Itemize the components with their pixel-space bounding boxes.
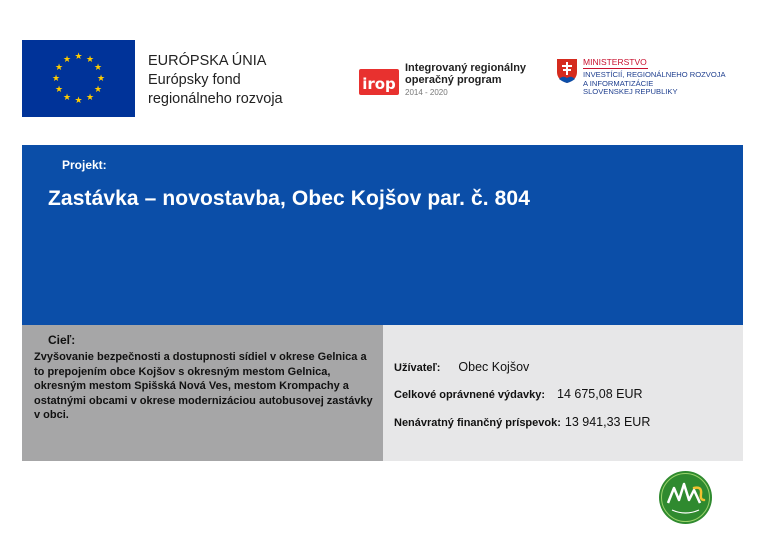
eu-line-1: EURÓPSKA ÚNIA	[148, 53, 267, 69]
irop-years: 2014 - 2020	[405, 88, 448, 97]
grant-value: 13 941,33 EUR	[564, 415, 651, 429]
project-title: Zastávka – novostavba, Obec Kojšov par. č. 804	[48, 187, 530, 210]
svg-text:★: ★	[74, 96, 83, 106]
ministry-line-3: SLOVENSKEJ REPUBLIKY	[583, 87, 678, 97]
svg-text:★: ★	[62, 93, 72, 103]
project-label: Projekt:	[62, 158, 107, 172]
svg-text:irop: irop	[362, 75, 396, 93]
svg-text:★: ★	[85, 93, 95, 103]
info-panel	[383, 325, 743, 461]
project-panel	[22, 145, 743, 325]
mas-logo-icon	[658, 470, 713, 525]
svg-text:★: ★	[62, 55, 72, 65]
eu-flag-icon	[22, 40, 135, 117]
expenses-row	[394, 387, 643, 401]
user-label: Užívateľ:	[394, 362, 441, 374]
expenses-value: 14 675,08 EUR	[557, 387, 643, 401]
svg-text:★: ★	[93, 85, 103, 95]
irop-logo-icon	[359, 65, 399, 99]
svg-text:★: ★	[54, 85, 64, 95]
user-value: Obec Kojšov	[458, 360, 530, 374]
svg-text:★: ★	[85, 55, 95, 65]
ministry-title: MINISTERSTVO	[583, 57, 647, 67]
goal-panel	[22, 325, 383, 461]
eu-line-2: Európsky fond	[148, 72, 241, 88]
irop-text	[405, 62, 526, 99]
svg-text:★: ★	[93, 63, 103, 73]
ministry-text	[583, 58, 726, 97]
ministry-line-1: INVESTÍCIÍ, REGIONÁLNEHO ROZVOJA	[583, 70, 726, 79]
svg-text:★: ★	[74, 52, 83, 62]
svg-text:★: ★	[51, 74, 61, 84]
eu-fund-text	[148, 52, 283, 109]
svg-text:★: ★	[54, 63, 64, 73]
expenses-label: Celkové oprávnené výdavky:	[394, 389, 546, 401]
grant-row	[394, 415, 650, 429]
slovak-emblem-icon	[556, 58, 578, 84]
grant-label: Nenávratný finančný príspevok:	[394, 417, 561, 429]
irop-line-1: Integrovaný regionálny	[405, 62, 527, 74]
goal-text: Zvyšovanie bezpečnosti a dostupnosti sídiel v okrese Gelnica a to prepojením obce Kojšov s okresným mestom Gelnica, okresným mestom Spišská Nová Ves, mestom Krompachy a ostatnými obcami v okrese modernizáciou autobusovej zastávky v obci.	[34, 351, 373, 421]
svg-text:★: ★	[96, 74, 106, 84]
irop-line-2: operačný program	[405, 74, 502, 86]
eu-line-3: regionálneho rozvoja	[148, 91, 283, 107]
goal-label: Cieľ:	[48, 333, 76, 347]
user-row	[394, 360, 529, 374]
ministry-line-2: A INFORMATIZÁCIE	[583, 78, 654, 88]
